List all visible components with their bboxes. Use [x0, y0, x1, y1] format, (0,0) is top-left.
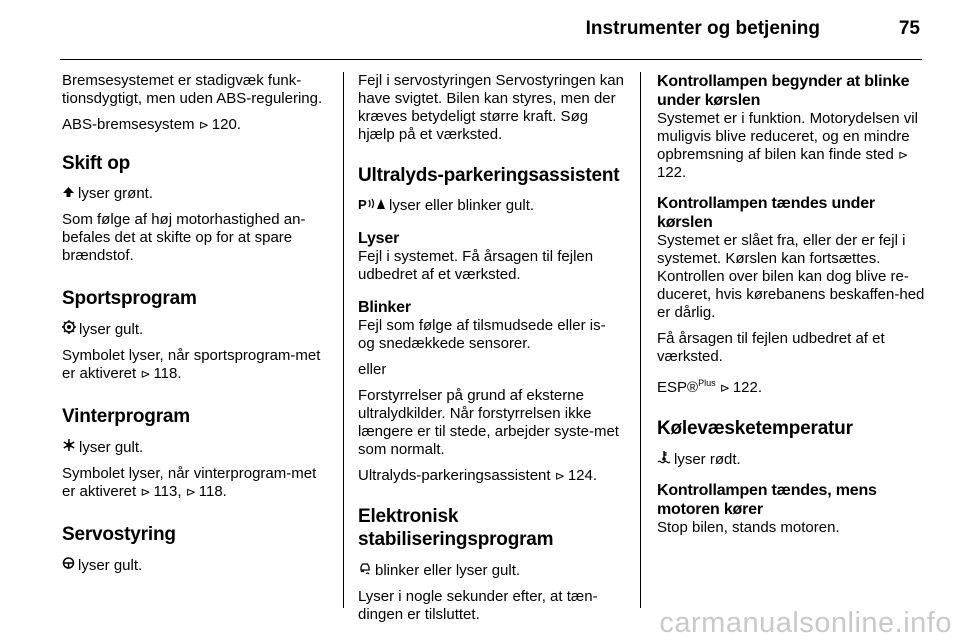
lyser-section [358, 229, 624, 284]
ref-arrow-icon: ⊳ [140, 367, 151, 381]
sport-lamp: lyser gult. [62, 320, 328, 339]
blinker-heading: Blinker [358, 299, 411, 316]
esp-heading: Elektronisk stabiliseringsprogram [358, 506, 554, 550]
servo-heading: Servostyring [62, 524, 176, 545]
cause-text: Få årsagen til fejlen udbedret af et værksted. [657, 330, 885, 365]
sport-heading: Sportsprogram [62, 288, 197, 309]
watermark: carmanualsonline.info [659, 607, 952, 639]
column-2 [358, 72, 624, 632]
ref-arrow-icon: ⊳ [898, 148, 909, 162]
snowflake-icon [62, 438, 76, 457]
column-3 [657, 72, 925, 545]
column-divider-2 [640, 72, 641, 608]
ref-arrow-icon: ⊳ [140, 485, 151, 499]
coolant-on-text: Stop bilen, stands motoren. [657, 519, 840, 536]
abs-reference: ABS-bremsesystem ⊳ 120. [62, 116, 241, 133]
header-title: Instrumenter og betjening [585, 18, 820, 39]
blink-section [657, 72, 925, 182]
shift-up-heading: Skift op [62, 153, 131, 174]
column-divider-1 [343, 72, 344, 608]
winter-heading: Vinterprogram [62, 406, 190, 427]
lamp-on-section [657, 194, 925, 322]
page-number: 75 [898, 18, 920, 39]
servo-lamp: lyser gult. [62, 556, 328, 575]
esp-skid-icon [358, 561, 372, 580]
blink-heading: Kontrollampen begynder at blinke under kørslen [657, 73, 910, 109]
shift-up-text: Som følge af høj motorhastighed an-befales det at skifte op for at spare brændstof. [62, 211, 306, 264]
winter-text: Symbolet lyser, når vinterprogram-met er aktiveret ⊳ 113, ⊳ 118. [62, 465, 317, 500]
steering-icon [62, 556, 75, 575]
lamp-on-heading: Kontrollampen tændes under kørslen [657, 195, 875, 231]
coolant-on-heading: Kontrollampen tændes, mens motoren kører [657, 482, 877, 518]
esp-plus-reference: ESP®$^{Plus}$ ⊳ 122. [657, 378, 763, 396]
svg-text:P: P [358, 197, 367, 210]
ref-arrow-icon: ⊳ [719, 381, 730, 395]
sport-text: Symbolet lyser, når sportsprogram-met er aktiveret ⊳ 118. [62, 347, 321, 382]
eller-text: eller [358, 361, 387, 378]
ref-arrow-icon: ⊳ [198, 118, 209, 132]
shift-up-icon [62, 185, 75, 203]
lyser-text: Fejl i systemet. Få årsagen til fejlen udbedret af et værksted. [358, 248, 594, 283]
blinker-section [358, 298, 624, 353]
servo-fault-text: Fejl i servostyringen Servostyringen kan have svigtet. Bilen kan styres, men der kræves betydeligt større kraft. Søg hjælp på et værksted. [358, 72, 624, 143]
shift-up-lamp: lyser grønt. [62, 185, 328, 203]
lyser-heading: Lyser [358, 230, 400, 247]
blink-text: Systemet er i funktion. Motorydelsen vil muligvis blive reduceret, og en mindre opbremsning af bilen kan finde sted ⊳122. [657, 110, 918, 181]
winter-lamp: lyser gult. [62, 438, 328, 457]
header-rule [60, 59, 922, 60]
parking-assist-icon [358, 197, 386, 215]
coolant-temperature-icon [657, 450, 671, 469]
column-1 [62, 72, 328, 583]
parking-assist-heading: Ultralyds-parkeringsassistent [358, 165, 620, 186]
coolant-on-section [657, 481, 925, 537]
coolant-lamp: lyser rødt. [657, 450, 925, 469]
esp-text: Lyser i nogle sekunder efter, at tæn-dingen er tilsluttet. [358, 588, 598, 623]
ref-arrow-icon: ⊳ [554, 469, 565, 483]
parking-assist-reference: Ultralyds-parkeringsassistent ⊳ 124. [358, 467, 598, 484]
blinker-text: Fejl som følge af tilsmudsede eller is- og snedækkede sensorer. [358, 317, 606, 352]
lamp-on-text: Systemet er slået fra, eller der er fejl i systemet. Kørslen kan fortsættes. Kontrollen over bilen kan dog blive re-duceret, hvis kørebanens beskaffen-hed er dårlig. [657, 232, 925, 321]
parking-assist-lamp: P lyser eller blinker gult. [358, 197, 535, 214]
ref-arrow-icon: ⊳ [185, 485, 196, 499]
coolant-heading: Kølevæsketemperatur [657, 418, 853, 439]
sport-mode-icon [62, 320, 76, 339]
disturbance-text: Forstyrrelser på grund af eksterne ultralydkilder. Når forstyrrelsen ikke længere er til stede, arbejder syste-met som normalt. [358, 387, 619, 458]
abs-paragraph: Bremsesystemet er stadigvæk funk-tionsdygtigt, men uden ABS-regulering. [62, 72, 323, 107]
esp-lamp: blinker eller lyser gult. [358, 561, 624, 580]
